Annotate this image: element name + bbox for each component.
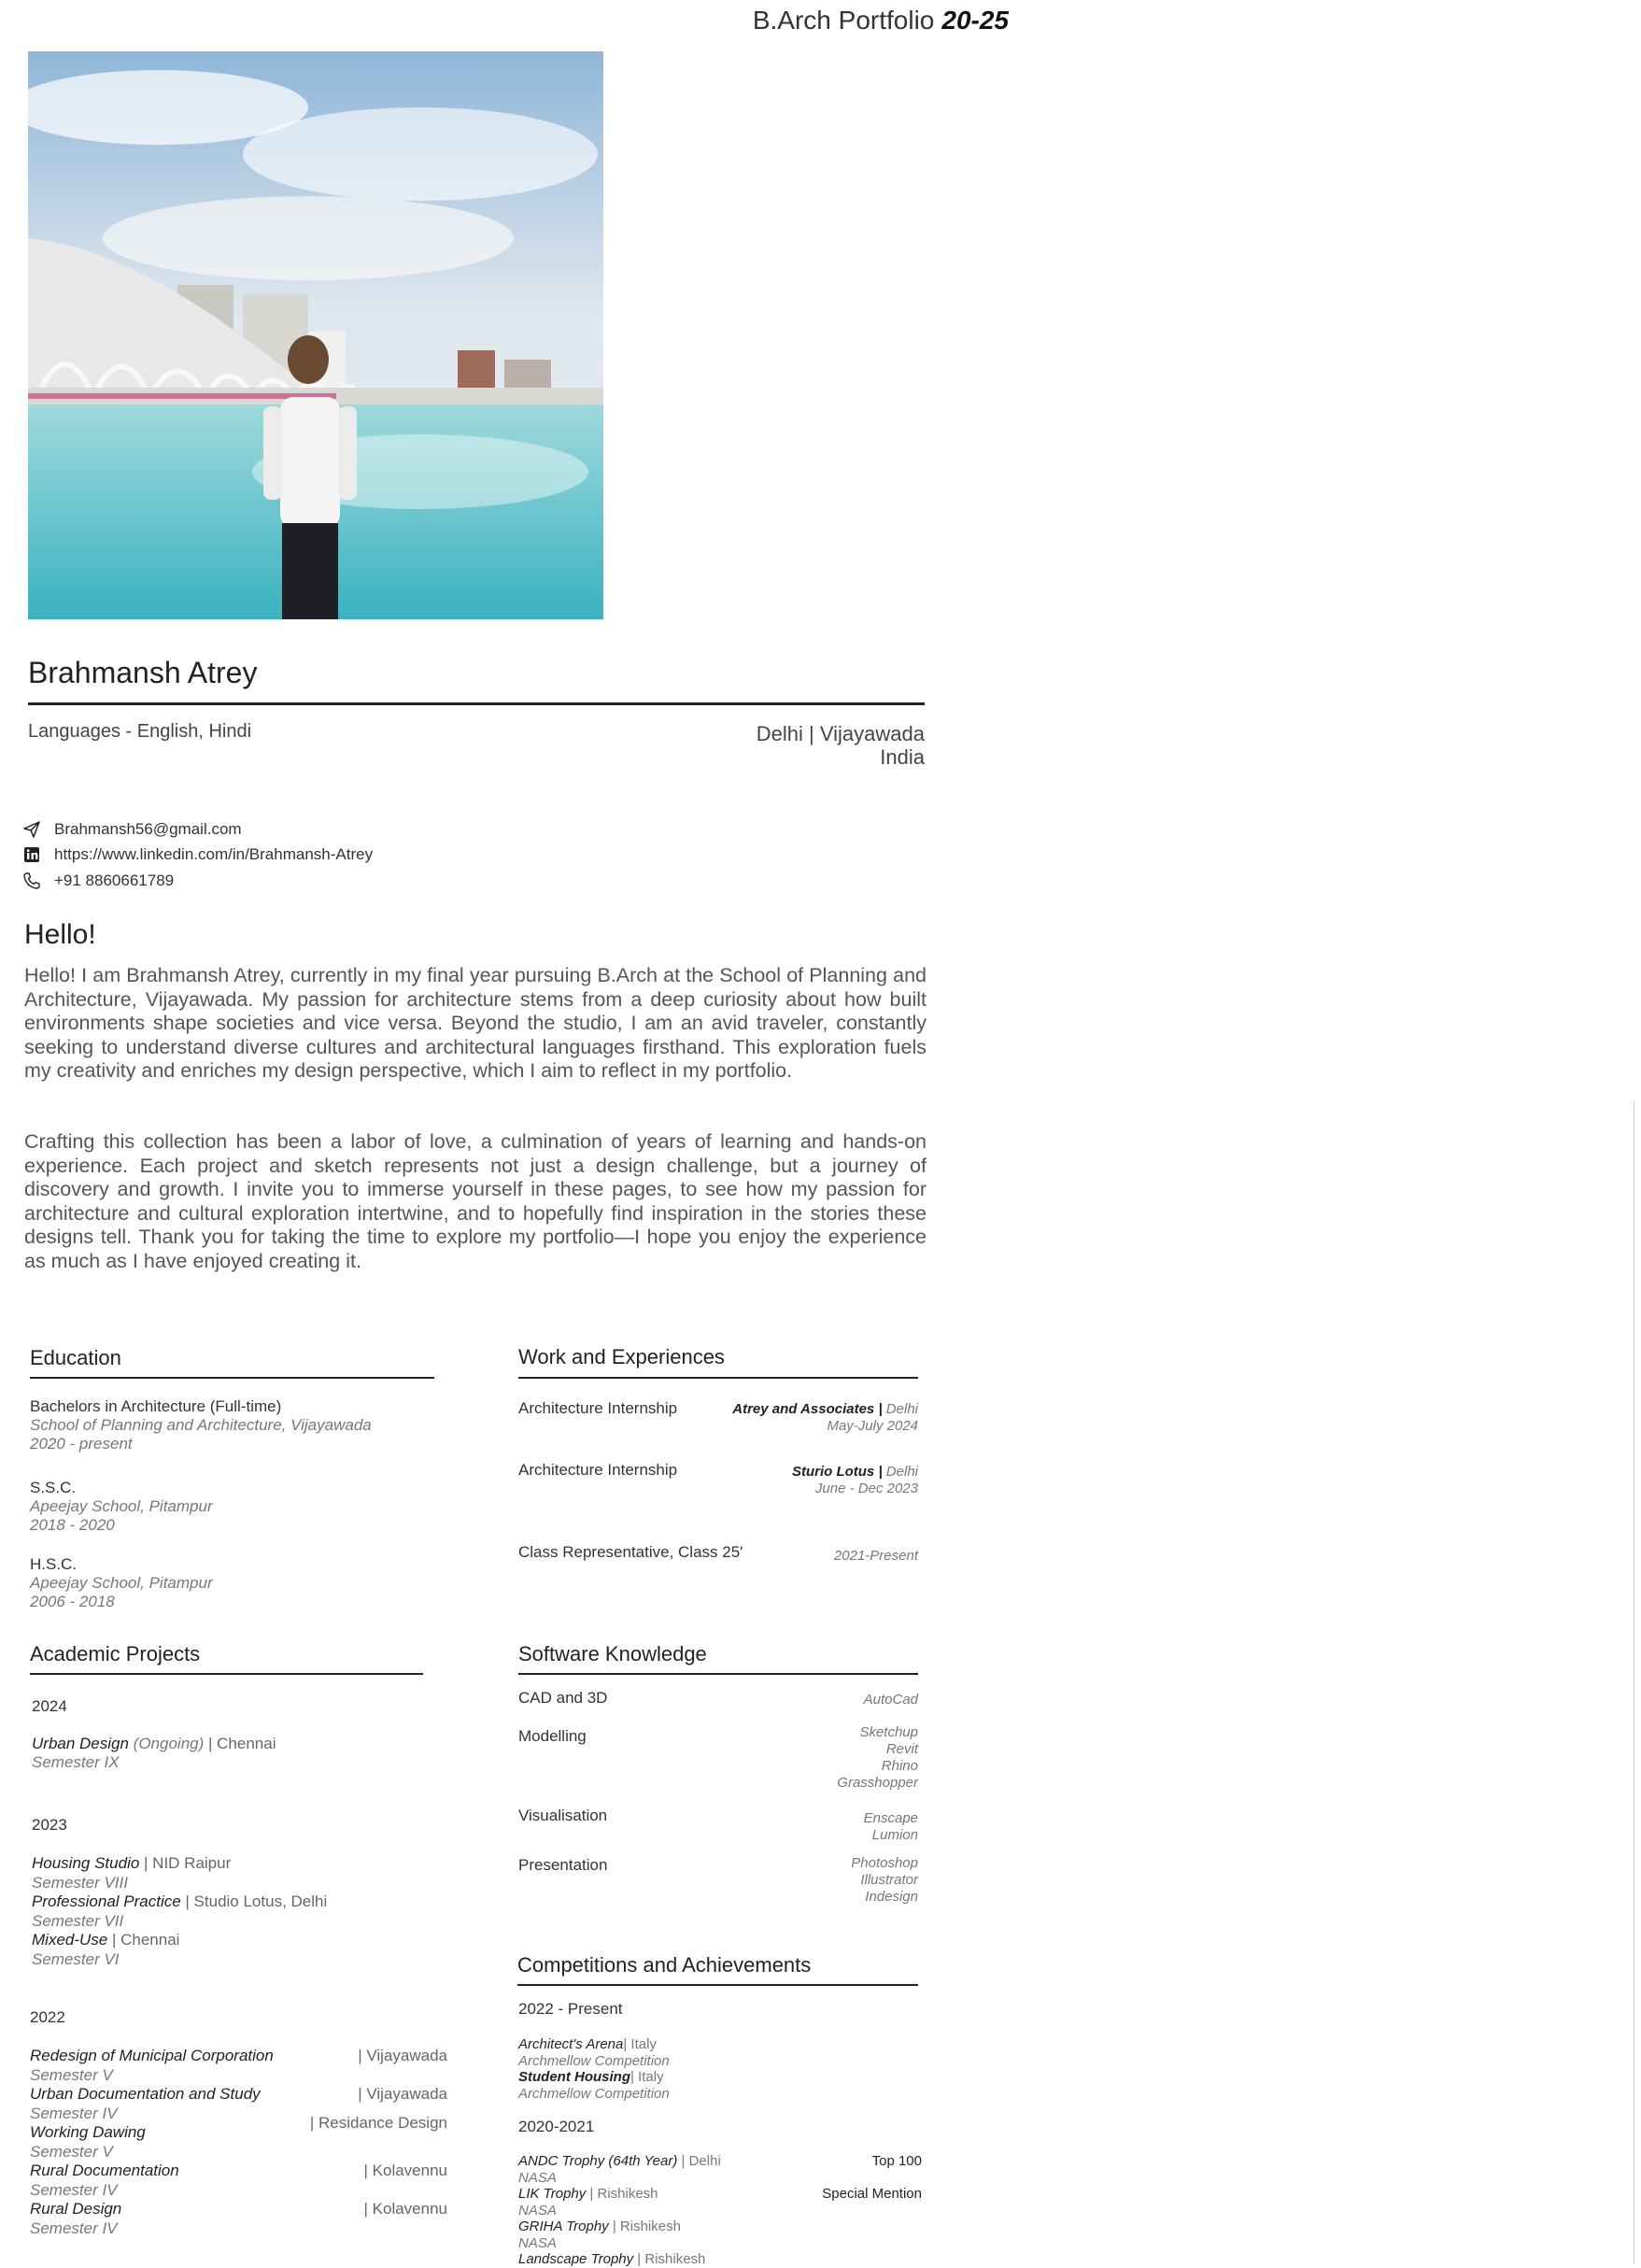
competition-award: Top 100 (871, 2153, 922, 2169)
name-divider (28, 702, 925, 705)
work-dates: May-July 2024 (827, 1418, 918, 1434)
competition-organizer: NASA (518, 2234, 557, 2251)
education-degree: H.S.C. (30, 1555, 78, 1573)
competition-name: ANDC Trophy (64th Year) (518, 2153, 678, 2169)
education-divider (30, 1377, 434, 1379)
software-tools (851, 1855, 918, 1906)
project-year: 2022 (30, 2008, 65, 2026)
software-tool: AutoCad (863, 1692, 918, 1708)
languages-text: Languages - English, Hindi (28, 721, 252, 742)
project-location: | Kolavennu (363, 2162, 447, 2179)
linkedin-link[interactable]: https://www.linkedin.com/in/Brahmansh-Atrey (54, 845, 374, 863)
competition-name: GRIHA Trophy (518, 2218, 609, 2234)
competition-location: | Italy (630, 2069, 664, 2085)
work-company: Sturio Lotus | (791, 1464, 883, 1480)
project-year: 2023 (32, 1816, 67, 1834)
software-tool: Grasshopper (837, 1775, 918, 1791)
work-dates: 2021-Present (833, 1548, 918, 1564)
portfolio-title: B.Arch Portfolio 20-25 (752, 6, 1009, 35)
project-year: 2024 (32, 1697, 67, 1715)
work-org (732, 1401, 918, 1435)
projects-divider (30, 1673, 423, 1675)
software-category: Presentation (518, 1856, 608, 1874)
project-name: Professional Practice (32, 1892, 181, 1910)
work-org (792, 1464, 918, 1497)
software-tool: Indesign (865, 1889, 918, 1905)
project-name: Working Dawing (30, 2123, 146, 2141)
project-name: Mixed-Use (32, 1931, 108, 1949)
competition-name: LIK Trophy (518, 2186, 587, 2202)
work-role: Architecture Internship (518, 1461, 678, 1479)
software-tool: Illustrator (860, 1872, 918, 1888)
competition-name: Architect's Arena (518, 2036, 624, 2052)
location-cities: Delhi | Vijayawada (756, 722, 925, 745)
project-item (32, 1735, 276, 1772)
work-place: Delhi (882, 1401, 918, 1417)
project-semester: Semester VI (32, 1949, 120, 1968)
location-text (757, 722, 925, 769)
portfolio-years: 20-25 (941, 6, 1009, 35)
work-place: Delhi (882, 1464, 918, 1480)
project-location: | Chennai (107, 1931, 180, 1949)
contact-linkedin[interactable] (22, 845, 373, 864)
competition-award: Special Mention (822, 2186, 922, 2202)
projects-title: Academic Projects (30, 1642, 201, 1666)
education-years: 2020 - present (30, 1435, 133, 1453)
software-tool: Photoshop (851, 1855, 918, 1871)
education-school: Apeejay School, Pitampur (30, 1574, 213, 1592)
competitions-divider (517, 1984, 918, 1986)
project-status: (Ongoing) (128, 1735, 205, 1752)
work-company: Atrey and Associates | (732, 1401, 883, 1417)
project-semester: Semester IX (32, 1753, 120, 1771)
software-tool: Lumion (871, 1827, 918, 1843)
project-location: | Residance Design (309, 2114, 447, 2132)
project-location: | Studio Lotus, Delhi (180, 1892, 328, 1910)
software-tool: Revit (885, 1741, 918, 1757)
phone-text[interactable]: +91 8860661789 (54, 872, 175, 889)
education-years: 2018 - 2020 (30, 1516, 115, 1534)
project-semester: Semester IV (30, 2104, 118, 2122)
project-location: | Vijayawada (358, 2047, 447, 2064)
education-degree: S.S.C. (30, 1479, 77, 1496)
project-location: | Vijayawada (358, 2085, 447, 2103)
education-school: School of Planning and Architecture, Vijayawada (30, 1416, 372, 1434)
education-degree: Bachelors in Architecture (Full-time) (30, 1397, 282, 1415)
software-title: Software Knowledge (518, 1642, 707, 1666)
competition-location: | Delhi (677, 2153, 721, 2169)
project-semester: Semester VII (32, 1911, 124, 1930)
send-icon (22, 820, 41, 839)
competition-list-1 (518, 2036, 670, 2102)
project-list-2022 (30, 2047, 447, 2238)
project-name: Rural Documentation (30, 2162, 179, 2179)
competition-organizer: NASA (518, 2169, 557, 2186)
work-divider (518, 1377, 918, 1379)
competition-location: | Italy (623, 2036, 657, 2052)
software-tool: Rhino (881, 1758, 918, 1774)
competition-location: | Rishikesh (608, 2218, 681, 2234)
software-divider (518, 1673, 918, 1675)
competition-organizer: Archmellow Competition (518, 2052, 670, 2069)
profile-photo (28, 51, 603, 619)
competitions-title: Competitions and Achievements (517, 1953, 812, 1977)
competition-location: | Rishikesh (586, 2186, 658, 2202)
project-location: | Chennai (204, 1735, 276, 1752)
education-item (30, 1479, 213, 1535)
project-semester: Semester V (30, 2065, 113, 2084)
project-location: | NID Raipur (139, 1854, 232, 1872)
project-name: Housing Studio (32, 1854, 140, 1872)
competition-organizer: NASA (518, 2202, 557, 2218)
education-school: Apeejay School, Pitampur (30, 1497, 213, 1515)
competition-name: Student Housing (518, 2069, 630, 2085)
project-semester: Semester IV (30, 2180, 118, 2199)
software-category: Modelling (518, 1727, 587, 1745)
hello-heading: Hello! (24, 919, 96, 950)
work-dates: June - Dec 2023 (814, 1481, 918, 1496)
linkedin-icon (22, 845, 41, 864)
project-location: | Kolavennu (363, 2200, 447, 2218)
project-name: Urban Design (32, 1735, 129, 1752)
education-title: Education (30, 1346, 121, 1369)
project-name: Redesign of Municipal Corporation (30, 2047, 274, 2064)
software-category: CAD and 3D (518, 1689, 608, 1707)
software-tools (864, 1810, 918, 1844)
profile-name: Brahmansh Atrey (28, 656, 258, 689)
email-text[interactable]: Brahmansh56@gmail.com (54, 820, 242, 838)
software-tools (837, 1724, 918, 1792)
project-name: Rural Design (30, 2200, 122, 2218)
location-country: India (880, 745, 925, 769)
intro-paragraph-1: Hello! I am Brahmansh Atrey, currently in my final year pursuing B.Arch at the School of Planning and Architecture, Vijayawada. My passion for architecture stems from a deep curiosity about how built environments shape societies and vice versa. Beyond the studio, I am an avid traveler, constantly seeking to understand diverse cultures and architectural languages firsthand. This exploration fuels my creativity and enriches my design perspective, which I aim to reflect in my portfolio. (24, 964, 927, 1082)
work-role: Class Representative, Class 25' (518, 1543, 743, 1561)
competition-name: Landscape Trophy (518, 2251, 634, 2267)
competition-period: 2022 - Present (518, 2000, 623, 2018)
intro-paragraph-2: Crafting this collection has been a labor of love, a culmination of years of learning and hands-on experience. Each project and sketch represents not just a design challenge, but a journey of discovery and growth. I invite you to immerse yourself in these pages, to see how my passion for architecture and cultural exploration intertwine, and to hopefully find inspiration in the stories these designs tell. Thank you for taking the time to explore my portfolio—I hope you enjoy the experience as much as I have enjoyed creating it. (24, 1130, 927, 1272)
contact-email[interactable] (22, 820, 242, 839)
project-semester: Semester IV (30, 2218, 118, 2237)
competition-location: | Rishikesh (633, 2251, 706, 2267)
work-role: Architecture Internship (518, 1399, 678, 1417)
project-list-2023 (32, 1854, 327, 1969)
work-title: Work and Experiences (518, 1345, 725, 1368)
software-tool: Enscape (863, 1810, 918, 1826)
phone-icon (22, 872, 41, 890)
education-item (30, 1397, 372, 1453)
project-name: Urban Documentation and Study (30, 2085, 261, 2103)
education-years: 2006 - 2018 (30, 1593, 115, 1610)
competition-organizer: Archmellow Competition (518, 2085, 670, 2102)
software-tool: Sketchup (859, 1724, 918, 1740)
competition-list-2 (518, 2153, 922, 2268)
project-semester: Semester V (30, 2142, 113, 2161)
education-item (30, 1555, 213, 1611)
software-category: Visualisation (518, 1807, 608, 1824)
competition-period: 2020-2021 (518, 2118, 595, 2135)
project-semester: Semester VIII (32, 1873, 128, 1892)
contact-phone[interactable] (22, 872, 174, 890)
